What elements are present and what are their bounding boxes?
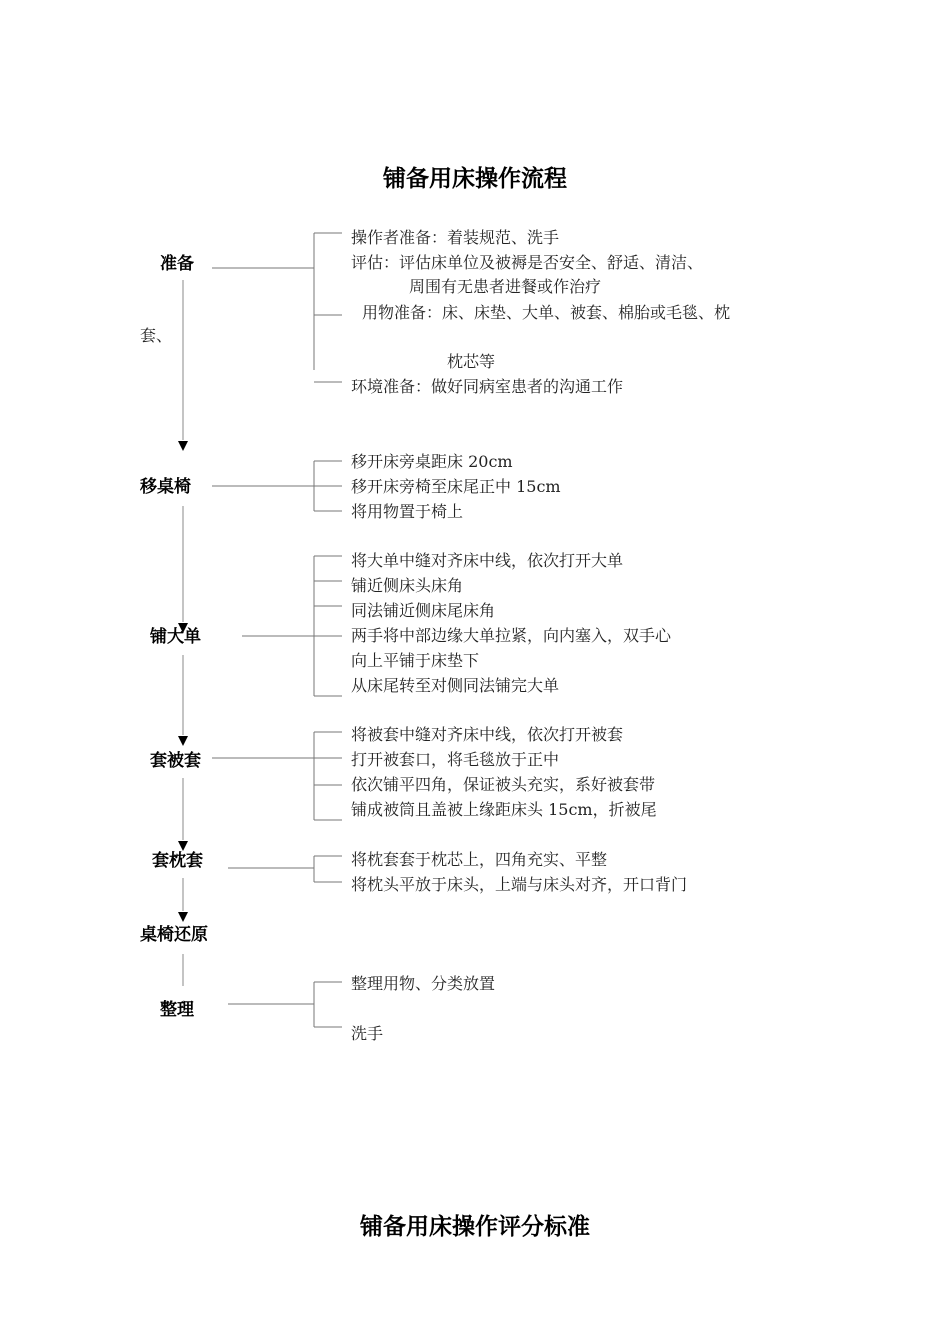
list-item: 用物准备：床、床垫、大单、被套、棉胎或毛毯、枕 — [362, 303, 731, 322]
stray-text: 套、 — [140, 326, 173, 345]
list-item: 将枕头平放于床头，上端与床头对齐，开口背门 — [351, 875, 688, 894]
list-item: 将用物置于椅上 — [351, 502, 464, 521]
list-item: 铺近侧床头床角 — [351, 576, 464, 595]
step-label-pillowcase: 套枕套 — [152, 851, 203, 871]
list-item: 向上平铺于床垫下 — [351, 651, 480, 670]
list-item: 铺成被筒且盖被上缘距床头 15cm，折被尾 — [351, 800, 657, 819]
list-item: 将枕套套于枕芯上，四角充实、平整 — [351, 850, 608, 869]
section-title: 铺备用床操作评分标准 — [360, 1214, 590, 1240]
list-item: 评估：评估床单位及被褥是否安全、舒适、清洁、 — [351, 253, 704, 272]
list-item: 整理用物、分类放置 — [351, 974, 496, 993]
list-item: 将被套中缝对齐床中线，依次打开被套 — [351, 725, 624, 744]
list-item: 移开床旁桌距床 20cm — [351, 452, 513, 471]
step-label-prepare: 准备 — [160, 254, 194, 274]
list-item: 依次铺平四角，保证被头充实，系好被套带 — [351, 775, 656, 794]
list-item: 枕芯等 — [447, 352, 496, 371]
list-item: 操作者准备：着装规范、洗手 — [351, 228, 560, 247]
list-item: 两手将中部边缘大单拉紧，向内塞入，双手心 — [351, 626, 672, 645]
list-item: 洗手 — [351, 1024, 384, 1043]
list-item: 将大单中缝对齐床中线，依次打开大单 — [351, 551, 624, 570]
list-item: 移开床旁椅至床尾正中 15cm — [351, 477, 561, 496]
step-label-quilt-cover: 套被套 — [150, 751, 201, 771]
step-label-move-furniture: 移桌椅 — [140, 477, 191, 497]
list-item: 从床尾转至对侧同法铺完大单 — [351, 676, 560, 695]
list-item: 周围有无患者进餐或作治疗 — [409, 277, 602, 296]
list-item: 环境准备：做好同病室患者的沟通工作 — [351, 377, 624, 396]
list-item: 打开被套口，将毛毯放于正中 — [351, 750, 560, 769]
list-item: 同法铺近侧床尾床角 — [351, 601, 496, 620]
page-title: 铺备用床操作流程 — [383, 166, 567, 192]
step-label-restore-furniture: 桌椅还原 — [140, 925, 208, 945]
step-label-spread-sheet: 铺大单 — [150, 627, 201, 647]
step-label-tidy: 整理 — [160, 1000, 194, 1020]
